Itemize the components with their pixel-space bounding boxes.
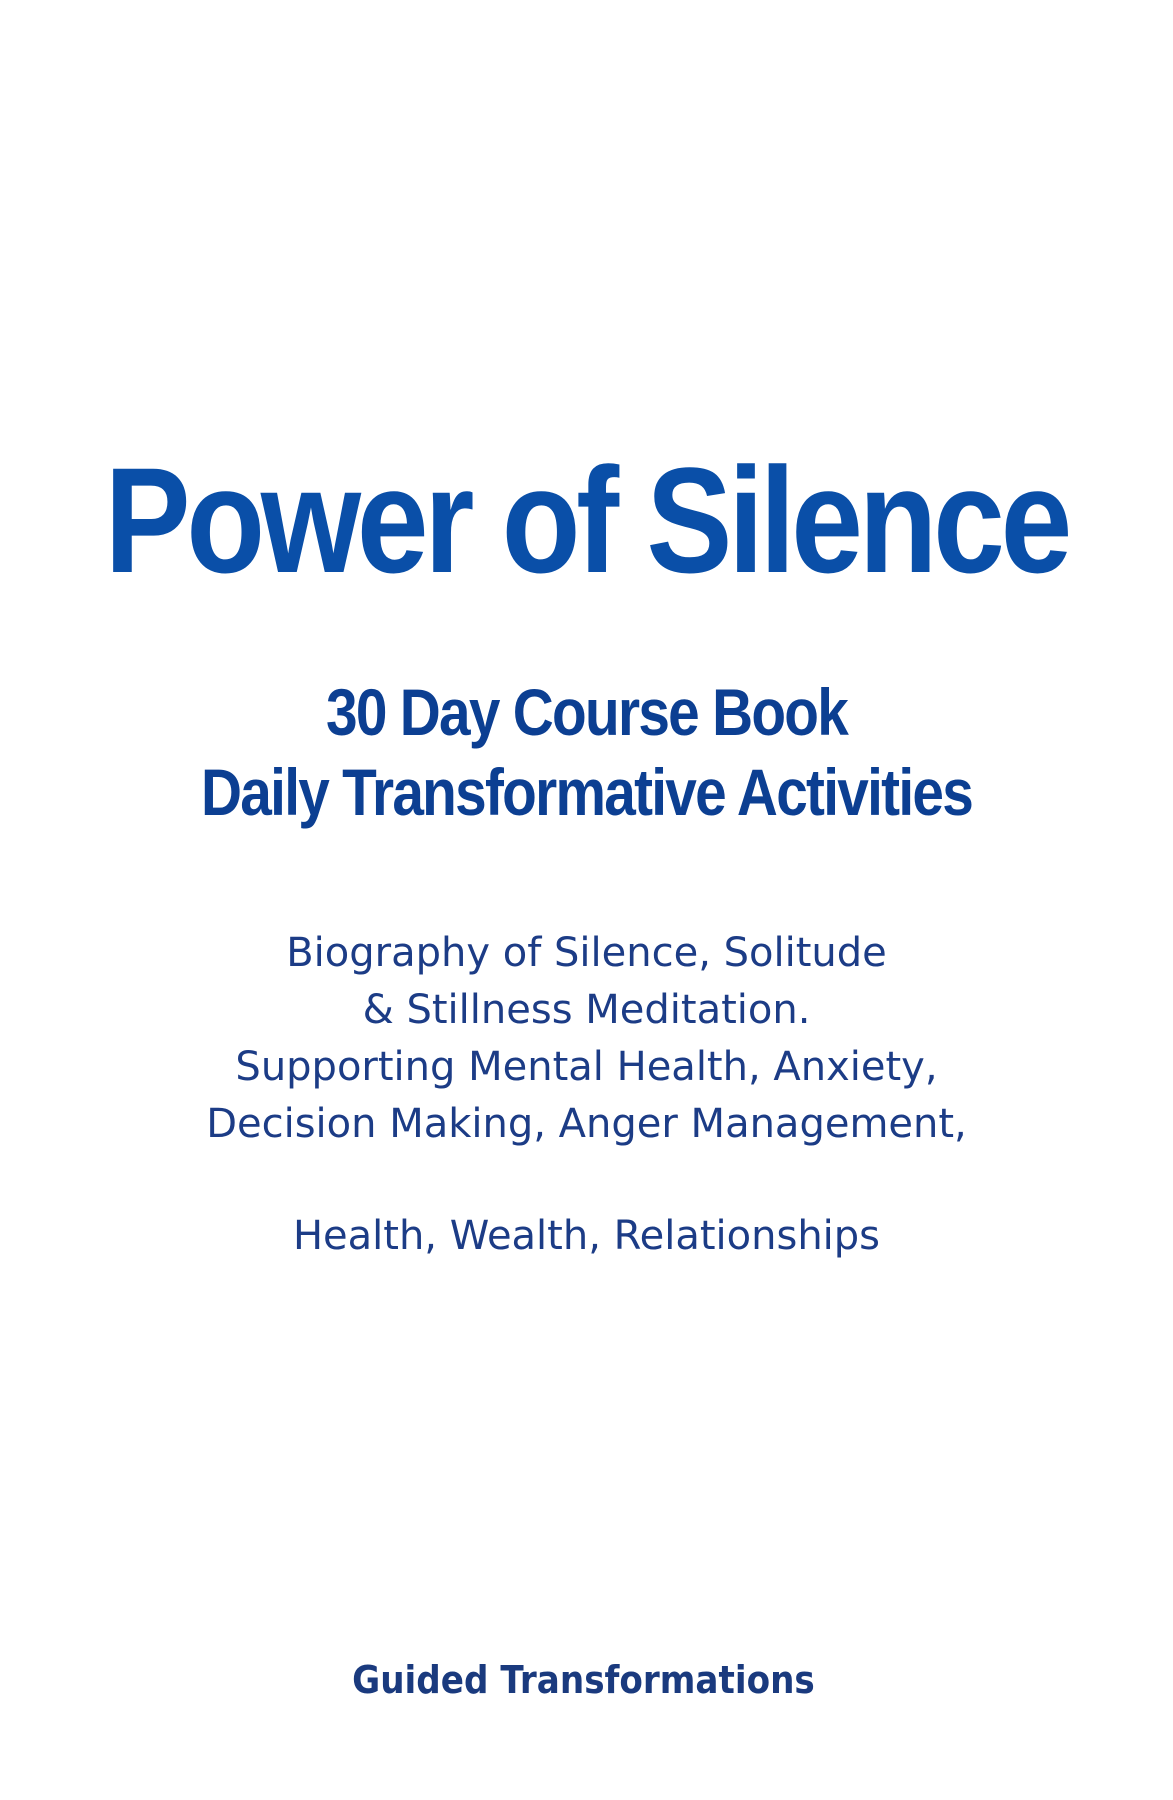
subtitle-line-2: Daily Transformative Activities <box>201 755 973 829</box>
topics-line: Health, Wealth, Relationships <box>292 1213 881 1259</box>
description-line: Decision Making, Anger Management, <box>206 1101 967 1147</box>
description-line: Biography of Silence, Solitude <box>286 930 887 976</box>
subtitle-line-1: 30 Day Course Book <box>326 675 848 749</box>
book-title: Power of Silence <box>104 436 1069 604</box>
description-line: Supporting Mental Health, Anxiety, <box>235 1044 938 1090</box>
publisher-name: Guided Transformations <box>352 1658 815 1702</box>
description-line: & Stillness Meditation. <box>362 987 811 1033</box>
description <box>0 925 1173 1153</box>
